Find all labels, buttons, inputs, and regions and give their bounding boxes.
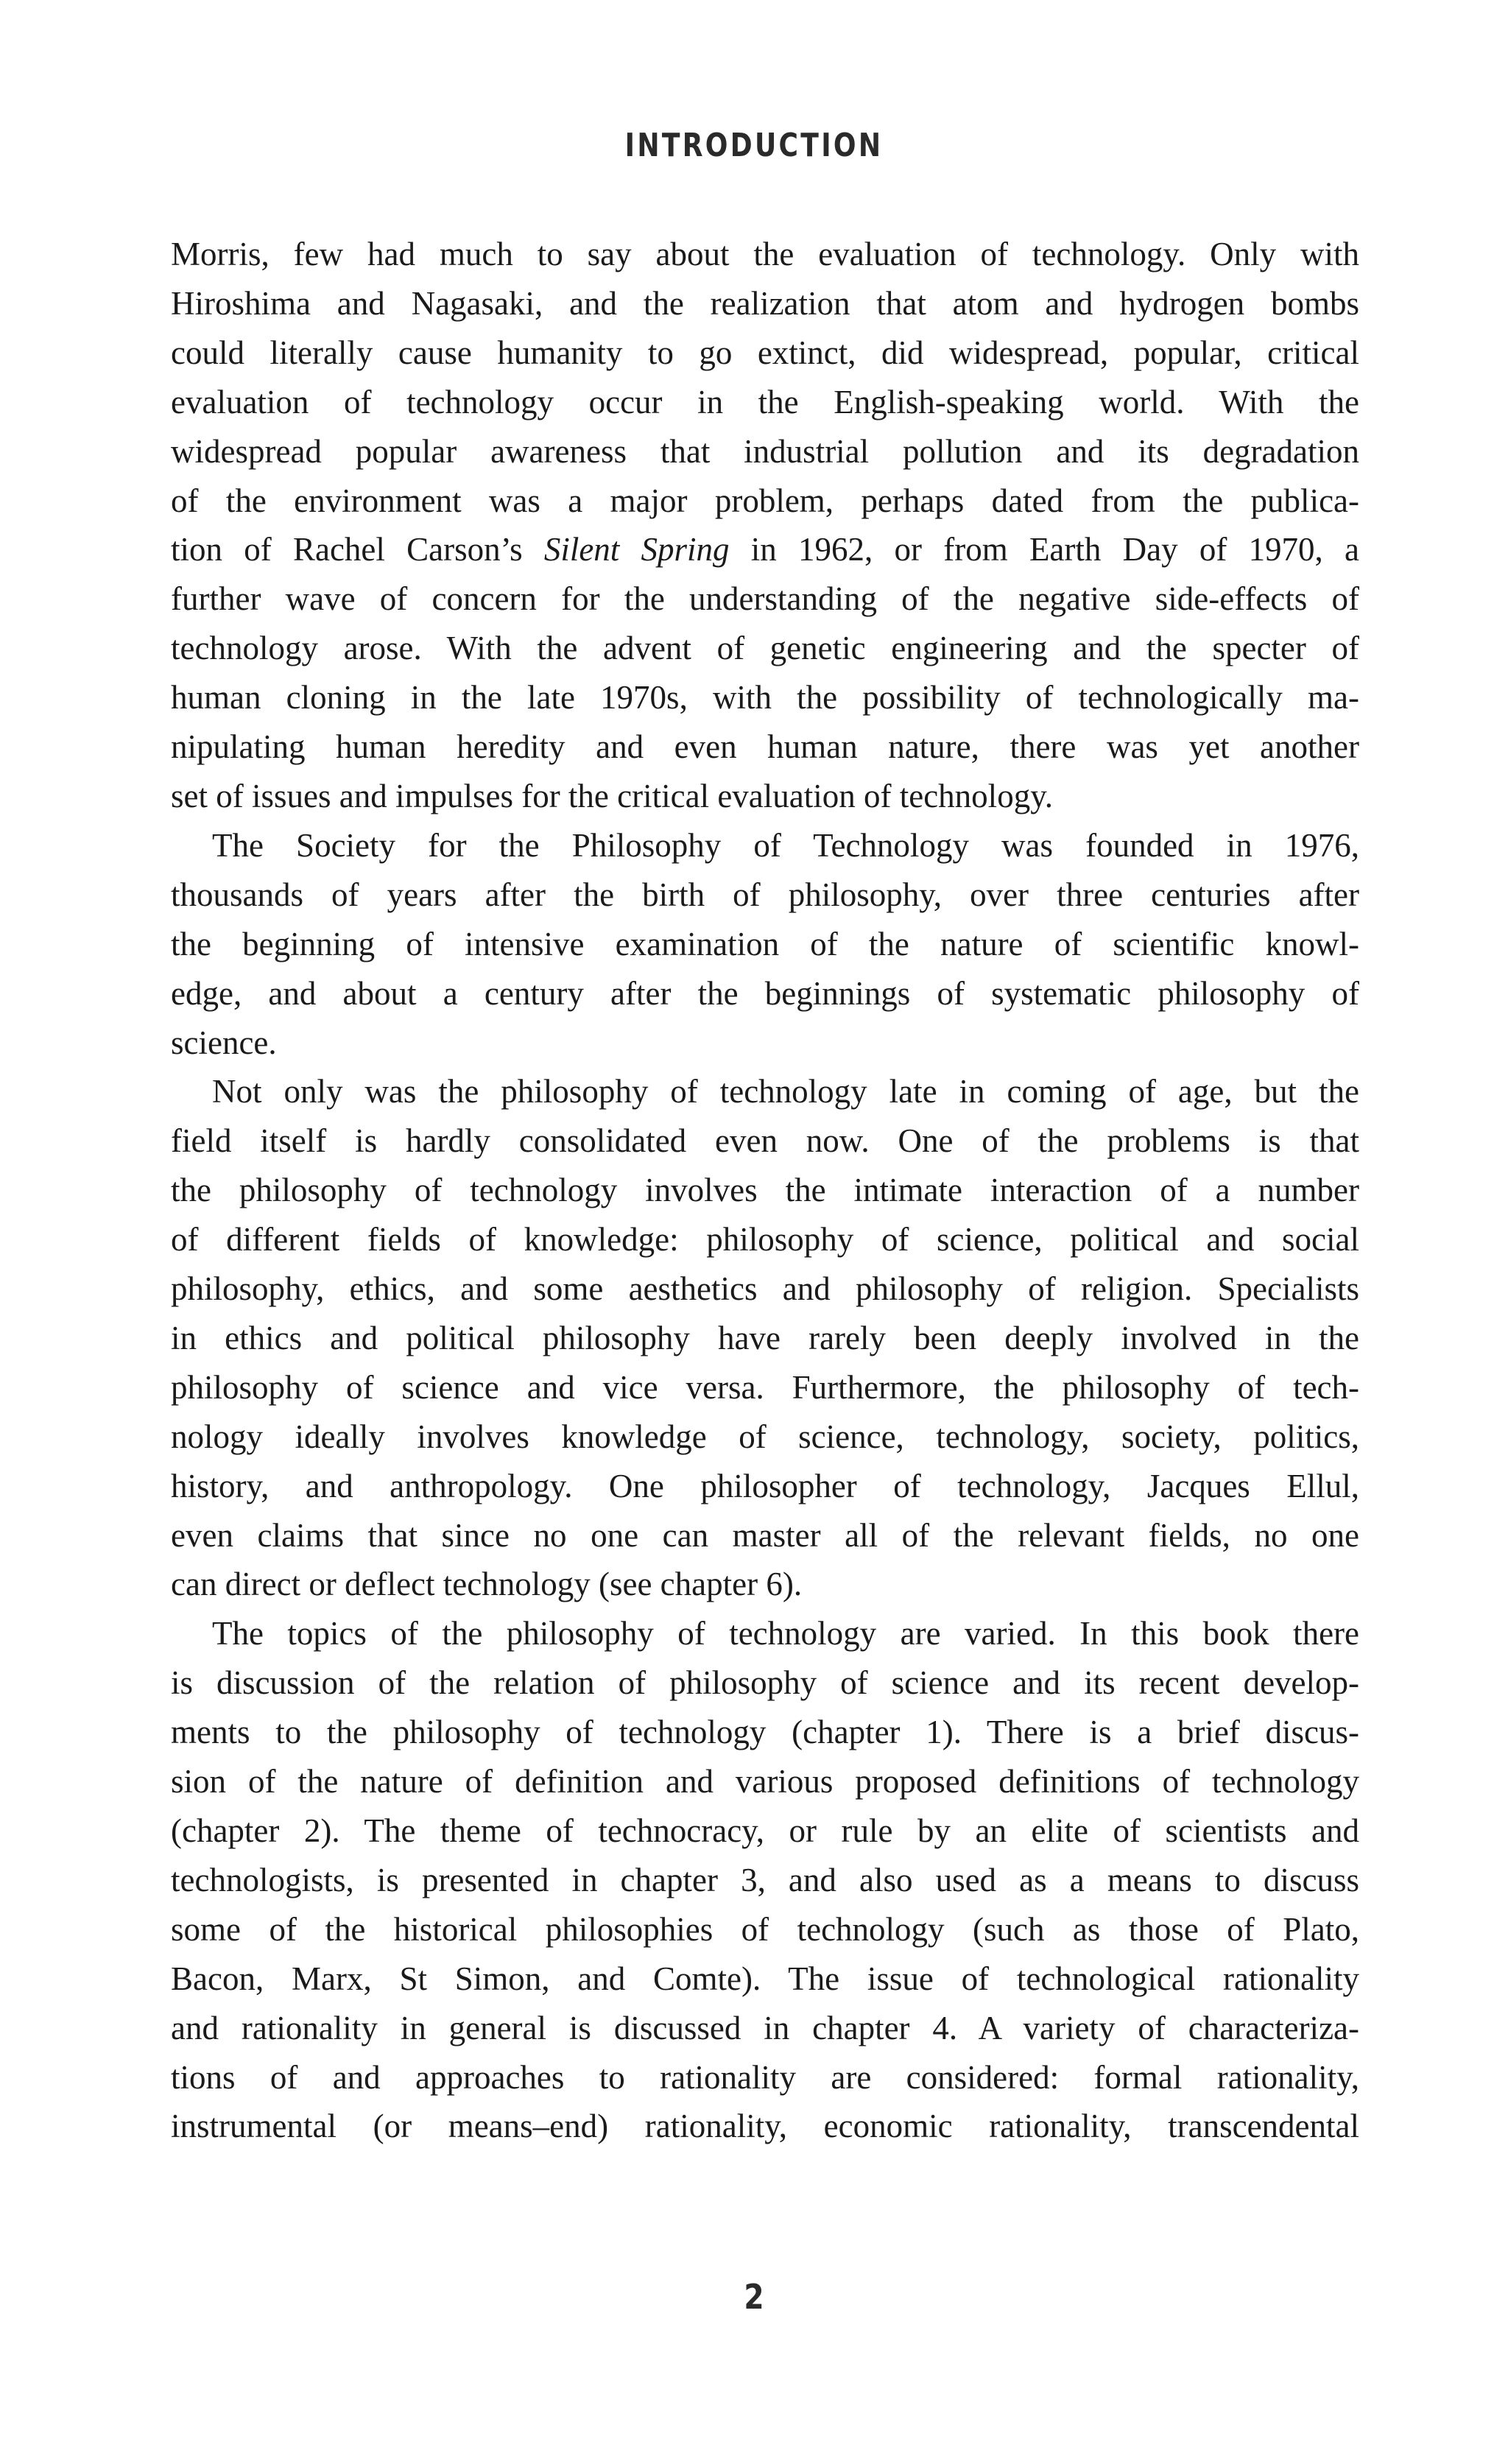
text-line: further wave of concern for the understanding of the negative side-effects of	[171, 580, 1359, 618]
text-line: (chapter 2). The theme of technocracy, or rule by an elite of scientists and	[171, 1812, 1359, 1849]
text-line: can direct or deflect technology (see chapter 6).	[171, 1566, 803, 1603]
text-line: instrumental (or means–end) rationality, economic rationality, transcendental	[171, 2108, 1359, 2145]
text-line: technologists, is presented in chapter 3, and also used as a means to discuss	[171, 1861, 1359, 1898]
text-line: Not only was the philosophy of technology late in coming of age, but the	[212, 1073, 1359, 1110]
body-text	[171, 230, 1359, 2151]
text-line: the philosophy of technology involves the intimate interaction of a number	[171, 1172, 1359, 1209]
text-line: philosophy of science and vice versa. Furthermore, the philosophy of tech-	[171, 1368, 1359, 1406]
text-line: of different fields of knowledge: philosophy of science, political and social	[171, 1221, 1359, 1259]
text-line: nipulating human heredity and even human nature, there was yet another	[171, 728, 1359, 766]
text-line: evaluation of technology occur in the English-speaking world. With the	[171, 383, 1359, 420]
text-line: tions of and approaches to rationality are considered: formal rationality,	[171, 2058, 1359, 2096]
paragraph-4	[171, 1609, 1359, 2151]
text-line: field itself is hardly consolidated even now. One of the problems is that	[171, 1122, 1359, 1160]
text-line: philosophy, ethics, and some aesthetics and philosophy of religion. Specialists	[171, 1270, 1359, 1308]
text-line: and rationality in general is discussed in chapter 4. A variety of characteriza-	[171, 2009, 1359, 2046]
text-line: set of issues and impulses for the critical evaluation of technology.	[171, 777, 1054, 814]
page-number: 2	[744, 2277, 764, 2317]
text-line: the beginning of intensive examination of the nature of scientific knowl-	[171, 925, 1359, 962]
text-segment: in 1962, or from Earth Day of 1970, a	[750, 531, 1360, 569]
text-line: nology ideally involves knowledge of science, technology, society, politics,	[171, 1418, 1359, 1455]
text-line: The Society for the Philosophy of Technology was founded in 1976,	[212, 826, 1359, 864]
text-line: some of the historical philosophies of technology (such as those of Plato,	[171, 1910, 1359, 1948]
running-head: INTRODUCTION	[624, 127, 884, 164]
text-line: even claims that since no one can master all of the relevant fields, no one	[171, 1516, 1359, 1554]
text-line: Bacon, Marx, St Simon, and Comte). The issue of technological rationality	[171, 1960, 1359, 1997]
paragraph-2	[171, 821, 1359, 1068]
text-line: ments to the philosophy of technology (chapter 1). There is a brief discus-	[171, 1714, 1359, 1751]
text-line: sion of the nature of definition and various proposed definitions of technology	[171, 1763, 1359, 1801]
book-title-italic: Silent Spring	[543, 531, 730, 569]
text-line: could literally cause humanity to go extinct, did widespread, popular, critical	[171, 334, 1359, 371]
paragraph-1	[171, 230, 1359, 821]
text-line: widespread popular awareness that industrial pollution and its degradation	[171, 432, 1359, 470]
text-line: of the environment was a major problem, perhaps dated from the publica-	[171, 482, 1359, 519]
text-line: thousands of years after the birth of philosophy, over three centuries after	[171, 876, 1359, 913]
text-line: in ethics and political philosophy have rarely been deeply involved in the	[171, 1319, 1359, 1356]
text-line: science.	[171, 1024, 277, 1061]
text-line: history, and anthropology. One philosopher of technology, Jacques Ellul,	[171, 1467, 1359, 1504]
text-line: human cloning in the late 1970s, with the possibility of technologically ma-	[171, 679, 1359, 717]
text-line: Hiroshima and Nagasaki, and the realization that atom and hydrogen bombs	[171, 284, 1359, 322]
text-line: edge, and about a century after the beginnings of systematic philosophy of	[171, 974, 1359, 1012]
text-line: technology arose. With the advent of genetic engineering and the specter of	[171, 630, 1359, 667]
text-segment: tion of Rachel Carson’s	[171, 531, 523, 569]
text-line: is discussion of the relation of philosophy of science and its recent develop-	[171, 1664, 1359, 1702]
paragraph-3	[171, 1067, 1359, 1609]
text-line: Morris, few had much to say about the evaluation of technology. Only with	[171, 236, 1359, 272]
text-line: The topics of the philosophy of technology are varied. In this book there	[212, 1615, 1359, 1652]
text-line-with-title	[171, 525, 1359, 574]
